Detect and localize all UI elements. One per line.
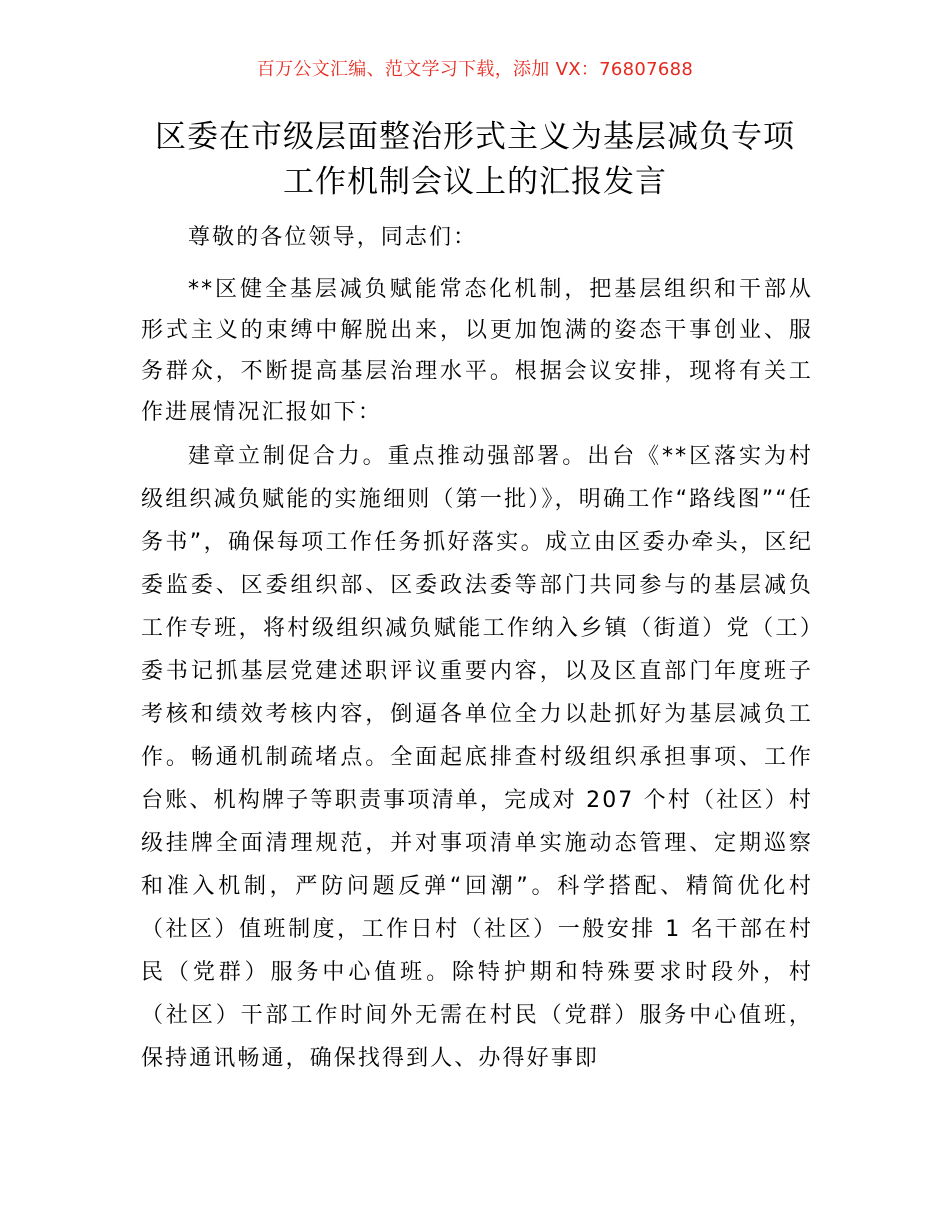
watermark-header: 百万公文汇编、范文学习下载，添加 VX：76807688 [256,59,694,80]
document-title [120,115,830,205]
paragraph-body: 建章立制促合力。重点推动强部署。出台《**区落实为村级组织减负赋能的实施细则（第一批）》，明确工作“路线图”“任务书”，确保每项工作任务抓好落实。成立由区委办牵头，区纪委监委、区委组织部、区委政法委等部门共同参与的基层减负工作专班，将村级组织减负赋能工作纳入乡镇（街道）党（工）委书记抓基层党建述职评议重要内容，以及区直部门年度班子考核和绩效考核内容，倒逼各单位全力以赴抓好为基层减负工作。畅通机制疏堵点。全面起底排查村级组织承担事项、工作台账、机构牌子等职责事项清单，完成对 207 个村（社区）村级挂牌全面清理规范，并对事项清单实施动态管理、定期巡察和准入机制，严防问题反弹“回潮”。科学搭配、精简优化村（社区）值班制度，工作日村（社区）一般安排 1 名干部在村民（党群）服务中心值班。除特护期和特殊要求时段外，村（社区）干部工作时间外无需在村民（党群）服务中心值班，保持通讯畅通，确保找得到人、办得好事即 [141,444,813,1071]
title-line-2: 工作机制会议上的汇报发言 [283,164,667,200]
greeting: 尊敬的各位领导，同志们： [188,225,478,250]
title-line-1: 区委在市级层面整治形式主义为基层减负专项 [155,119,795,155]
paragraph-intro: **区健全基层减负赋能常态化机制，把基层组织和干部从形式主义的束缚中解脱出来，以更加饱满的姿态干事创业、服务群众，不断提高基层治理水平。根据会议安排，现将有关工作进展情况汇报如下： [141,277,813,425]
